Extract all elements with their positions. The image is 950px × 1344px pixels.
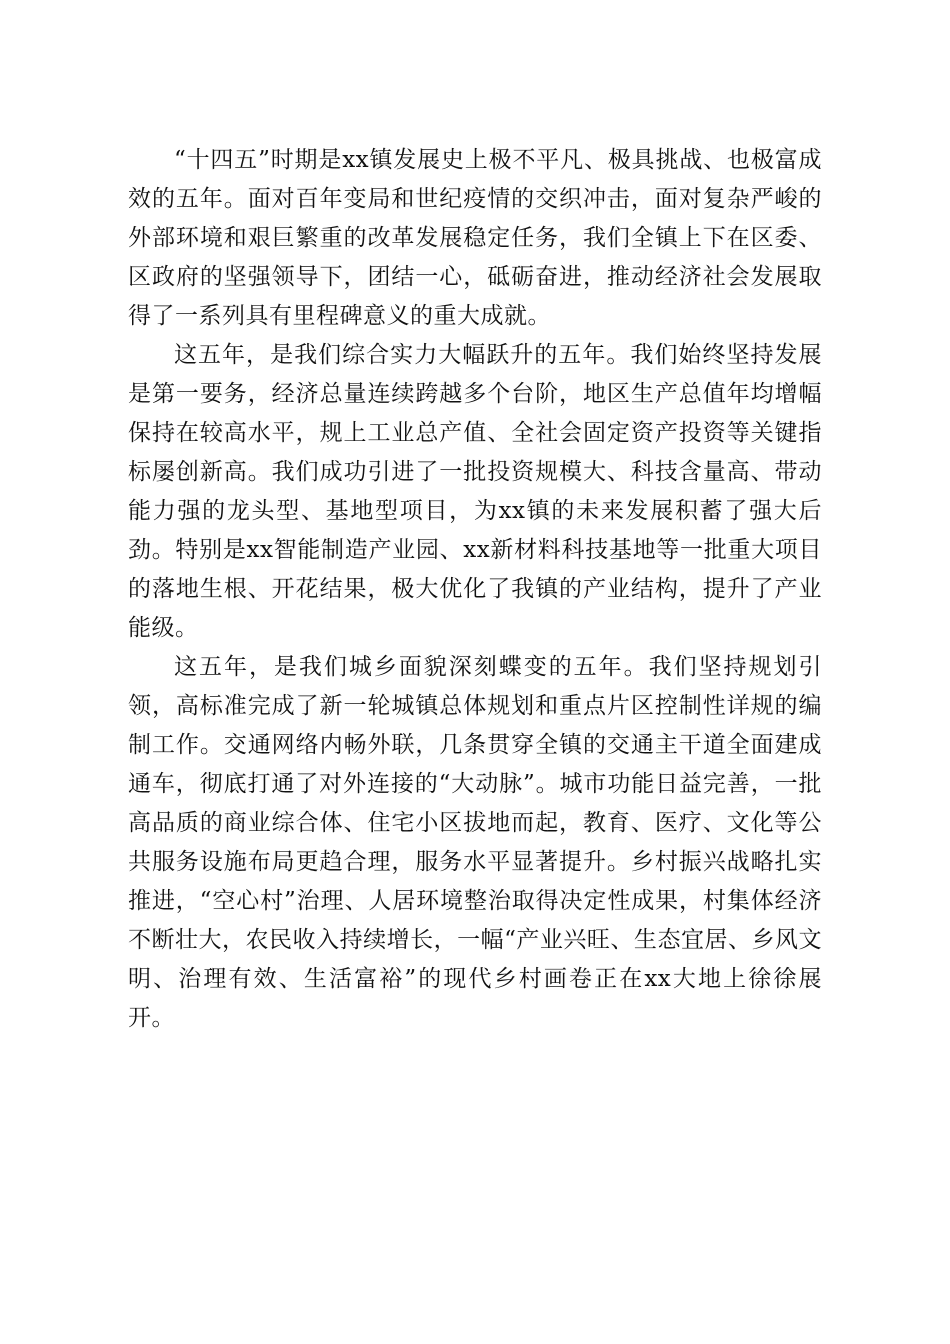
paragraph-economic-strength: 这五年，是我们综合实力大幅跃升的五年。我们始终坚持发展是第一要务，经济总量连续跨越多个台阶，地区生产总值年均增幅保持在较高水平，规上工业总产值、全社会固定资产投资等关键指标屡创新高。我们成功引进了一批投资规模大、科技含量高、带动能力强的龙头型、基地型项目，为xx镇的未来发展积蓄了强大后劲。特别是xx智能制造产业园、xx新材料科技基地等一批重大项目的落地生根、开花结果，极大优化了我镇的产业结构，提升了产业能级。 [128,342,822,641]
paragraph-overview: “十四五”时期是xx镇发展史上极不平凡、极具挑战、也极富成效的五年。面对百年变局和世纪疫情的交织冲击，面对复杂严峻的外部环境和艰巨繁重的改革发展稳定任务，我们全镇上下在区委、区政府的坚强领导下，团结一心，砥砺奋进，推动经济社会发展取得了一系列具有里程碑意义的重大成就。 [128,147,822,329]
document-body [128,141,822,1038]
paragraph-urban-rural-change: 这五年，是我们城乡面貌深刻蝶变的五年。我们坚持规划引领，高标准完成了新一轮城镇总体规划和重点片区控制性详规的编制工作。交通网络内畅外联，几条贯穿全镇的交通主干道全面建成通车，彻底打通了对外连接的“大动脉”。城市功能日益完善，一批高品质的商业综合体、住宅小区拔地而起，教育、医疗、文化等公共服务设施布局更趋合理，服务水平显著提升。乡村振兴战略扎实推进，“空心村”治理、人居环境整治取得决定性成果，村集体经济不断壮大，农民收入持续增长，一幅“产业兴旺、生态宜居、乡风文明、治理有效、生活富裕”的现代乡村画卷正在xx大地上徐徐展开。 [128,654,822,1031]
